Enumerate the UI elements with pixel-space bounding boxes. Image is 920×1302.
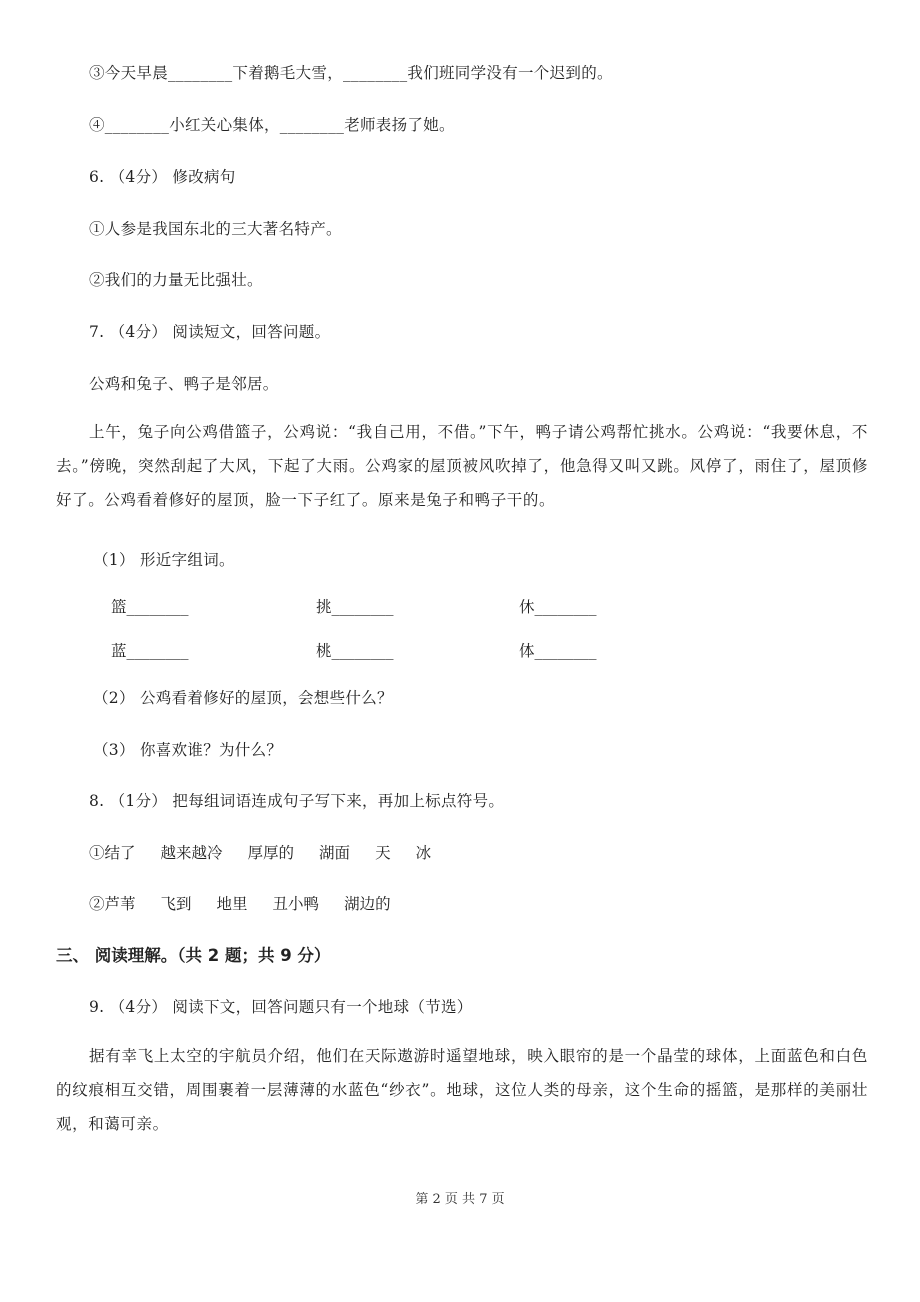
q8-heading: 8. （1分） 把每组词语连成句子写下来，再加上标点符号。 [89, 792, 505, 810]
word: 湖边的 [344, 895, 391, 913]
word: 冰 [415, 844, 432, 862]
char-blank: 蓝________ [111, 642, 189, 660]
q6-heading: 6. （4分） 修改病句 [89, 168, 236, 186]
section-3-title: 三、 阅读理解。（共 2 题；共 9 分） [56, 946, 331, 965]
q6-item1: ①人参是我国东北的三大著名特产。 [89, 220, 342, 238]
word: 越来越冷 [160, 844, 223, 862]
q6-item2: ②我们的力量无比强壮。 [89, 271, 263, 289]
q8-word-group-1 [89, 843, 456, 863]
word: ②芦苇 [89, 895, 136, 913]
q5-item4: ④________小红关心集体，________老师表扬了她。 [89, 116, 455, 134]
char-blank: 篮________ [111, 598, 189, 616]
char-blank: 桃________ [316, 642, 394, 660]
word: 飞到 [160, 895, 192, 913]
page-footer: 第 2 页 共 7 页 [415, 1192, 505, 1207]
word: 丑小鸭 [272, 895, 320, 913]
q9-passage: 据有幸飞上太空的宇航员介绍，他们在天际遨游时遥望地球，映入眼帘的是一个晶莹的球体，上面蓝色和白色的纹痕相互交错，周围裹着一层薄薄的水蓝色“纱衣”。地球，这位人类的母亲，这个生命的摇篮，是那样的美丽壮观，和蔼可亲。 [56, 1047, 868, 1133]
word: 地里 [216, 895, 248, 913]
q9-heading: 9. （4分） 阅读下文，回答问题只有一个地球（节选） [89, 998, 473, 1016]
char-blank: 挑________ [316, 598, 394, 616]
q7-sub3: （3） 你喜欢谁？为什么？ [93, 741, 283, 759]
word: 天 [375, 844, 391, 862]
word: 厚厚的 [247, 844, 295, 862]
q7-passage: 上午，兔子向公鸡借篮子，公鸡说：“我自己用，不借。”下午，鸭子请公鸡帮忙挑水。公鸡说：“我要休息，不去。”傍晚，突然刮起了大风，下起了大雨。公鸡家的屋顶被风吹掉了，他急得又叫又跳。风停了，雨住了，屋顶修好了。公鸡看着修好的屋顶，脸一下子红了。原来是兔子和鸭子干的。 [56, 423, 868, 509]
q7-sub1: （1） 形近字组词。 [93, 551, 235, 569]
word: 湖面 [319, 844, 351, 862]
q5-item3: ③今天早晨________下着鹅毛大雪，________我们班同学没有一个迟到的。 [89, 64, 613, 82]
word: ①结了 [89, 844, 136, 862]
q7-sub2: （2） 公鸡看着修好的屋顶，会想些什么？ [93, 689, 393, 707]
char-blank: 休________ [519, 598, 597, 616]
char-blank: 体________ [519, 642, 597, 660]
q7-heading: 7. （4分） 阅读短文，回答问题。 [89, 323, 331, 341]
q8-word-group-2 [89, 894, 416, 914]
q7-intro: 公鸡和兔子、鸭子是邻居。 [89, 375, 279, 393]
